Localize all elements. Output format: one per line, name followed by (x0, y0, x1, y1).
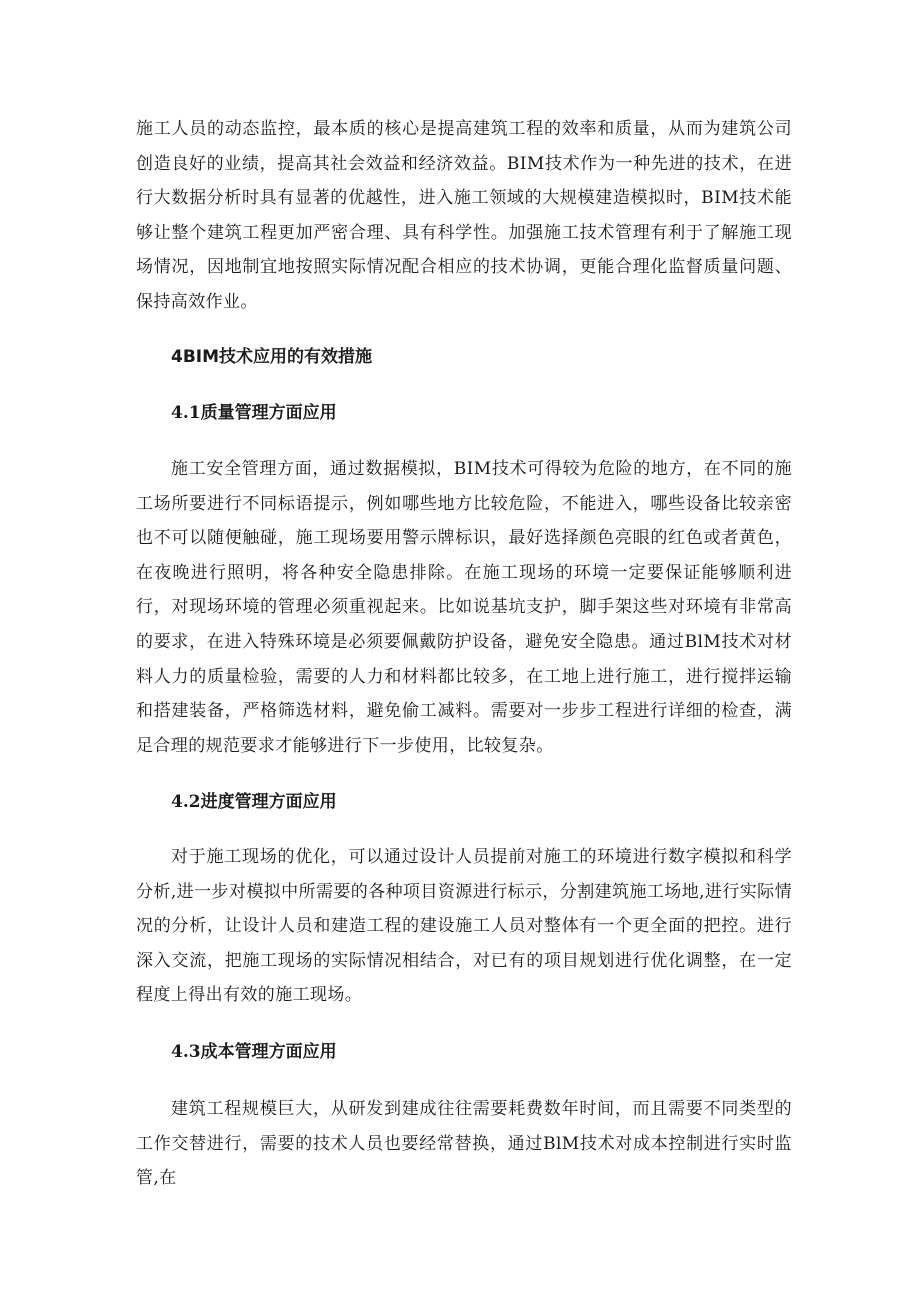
intro-paragraph: 施工人员的动态监控，最本质的核心是提高建筑工程的效率和质量，从而为建筑公司创造良好的业绩，提高其社会效益和经济效益。BIM技术作为一种先进的技术，在进行大数据分析时具有显著的优越性，进入施工领域的大规模建造模拟时，BIM技术能够让整个建筑工程更加严密合理、具有科学性。加强施工技术管理有利于了解施工现场情况，因地制宜地按照实际情况配合相应的技术协调，更能合理化监督质量问题、保持高效作业。 (136, 119, 792, 312)
subsection-paragraph-schedule: 对于施工现场的优化，可以通过设计人员提前对施工的环境进行数字模拟和科学分析,进一步对模拟中所需要的各种项目资源进行标示，分割建筑施工场地,进行实际情况的分析，让设计人员和建造工程的建设施工人员对整体有一个更全面的把控。进行深入交流，把施工现场的实际情况相结合，对已有的项目规划进行优化调整，在一定程度上得出有效的施工现场。 (136, 847, 792, 1006)
subsection-heading-quality: 4.1质量管理方面应用 (171, 403, 337, 423)
section-heading: 4BIM技术应用的有效措施 (171, 347, 373, 367)
subsection-heading-cost: 4.3成本管理方面应用 (171, 1042, 337, 1062)
subsection-paragraph-quality: 施工安全管理方面，通过数据模拟，BIM技术可得较为危险的地方，在不同的施工场所要进行不同标语提示，例如哪些地方比较危险，不能进入，哪些设备比较亲密也不可以随便触碰，施工现场要用警示牌标识，最好选择颜色亮眼的红色或者黄色，在夜晚进行照明，将各种安全隐患排除。在施工现场的环境一定要保证能够顺利进行，对现场环境的管理必须重视起来。比如说基坑支护，脚手架这些对环境有非常高的要求，在进入特殊环境是必须要佩戴防护设备，避免安全隐患。通过BlM技术对材料人力的质量检验，需要的人力和材料都比较多，在工地上进行施工，进行搅拌运输和搭建装备，严格筛选材料，避免偷工减料。需要对一步步工程进行详细的检查，满足合理的规范要求才能够进行下一步使用，比较复杂。 (136, 459, 792, 756)
subsection-heading-schedule: 4.2进度管理方面应用 (171, 792, 337, 812)
subsection-paragraph-cost: 建筑工程规模巨大，从研发到建成往往需要耗费数年时间，而且需要不同类型的工作交替进行，需要的技术人员也要经常替换，通过BlM技术对成本控制进行实时监管,在 (136, 1099, 792, 1189)
